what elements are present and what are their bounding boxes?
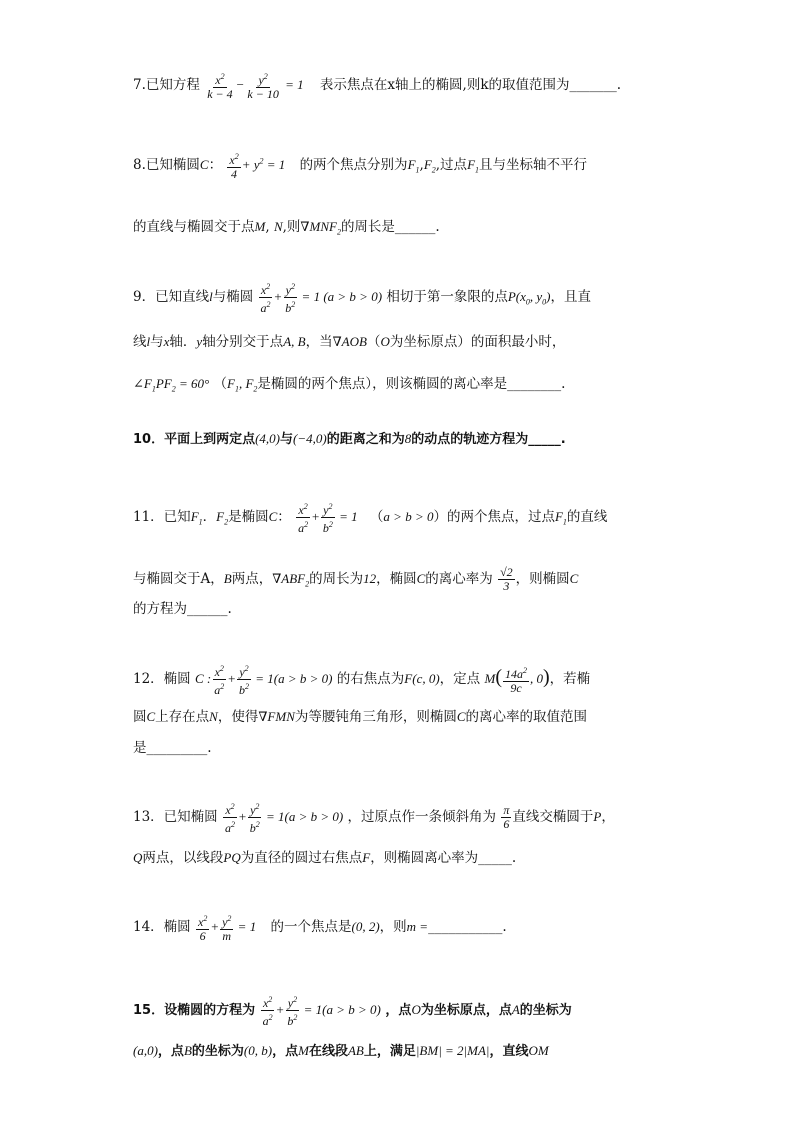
q9-fraction-2: $\frac{y^2}{b^2}$ xyxy=(285,282,296,315)
question-8-line-2: 的直线与椭圆交于点M, N,则$\nabla MNF_2$的周长是______. xyxy=(133,219,440,237)
q8-text-b: 的两个焦点分别为 xyxy=(299,157,408,173)
question-11-line-3 xyxy=(133,597,232,617)
q11-text-d: （ xyxy=(369,509,384,525)
q7-text-a: 7.已知方程 xyxy=(133,77,200,93)
q9-text-j: （ xyxy=(366,334,381,350)
question-11-line-1: 11．已知$F_1$．$F_2$是椭圆C： $\frac{x^2}{a^2}$ + $\frac{y^2}{b^2}$ = 1 （a > b > 0）的两个焦点，过点$F_1$的直线 xyxy=(133,502,608,535)
q12-text-d: ，若椭 xyxy=(549,671,591,687)
q11-text-c: 是椭圆 xyxy=(228,509,269,525)
q13-text-d: ， xyxy=(601,809,615,825)
q9-text-k: 为坐标原点）的面积最小时， xyxy=(389,334,566,350)
q12-text-c: ，定点 xyxy=(439,671,481,687)
question-12-line-1: 12．椭圆 C : $\frac{x^2}{a^2}$ + $\frac{y^2}{b^2}$ = 1(a > b > 0) 的右焦点为F(c, 0)，定点 M( $\frac{14a^2}{9c}$ , 0)，若椭 xyxy=(133,664,591,697)
q15-text-g: ，点 xyxy=(272,1044,299,1059)
q13-text-c: 直线交椭圆于 xyxy=(512,809,594,825)
q9-text-i: ，当 xyxy=(305,334,333,350)
question-13-line-2: Q两点，以线段PQ为直径的圆过右焦点F，则椭圆离心率为_____. xyxy=(133,850,517,866)
q14-text-a: 14．椭圆 xyxy=(133,919,191,935)
q11-fraction-1: $\frac{x^2}{a^2}$ xyxy=(298,502,309,535)
q8-colon: ： xyxy=(208,157,223,173)
q14-fraction-2: $\frac{y^2}{m}$ xyxy=(222,914,232,943)
q14-text-d: ___________. xyxy=(428,919,507,935)
q7-fraction-1: $\frac{x^2}{k - 4}$ xyxy=(207,72,233,101)
q11-text-e: ）的两个焦点，过点 xyxy=(433,509,555,525)
q11-text-j: ，椭圆 xyxy=(376,571,417,587)
q8-text-f: ,则 xyxy=(282,219,301,235)
q7-fraction-2: $\frac{y^2}{k - 10}$ xyxy=(247,72,279,101)
q13-fraction-1: $\frac{x^2}{a^2}$ xyxy=(224,802,235,835)
q10-text-a: 10．平面上到两定点 xyxy=(133,432,256,447)
q14-text-b: 的一个焦点是 xyxy=(270,919,352,935)
q11-text-f: 的直线 xyxy=(566,509,608,525)
q9-text-a: 9．已知直线 xyxy=(133,289,210,305)
question-12-line-2: 圆C上存在点N，使得∇FMN为等腰钝角三角形，则椭圆C的离心率的取值范围 xyxy=(133,709,588,725)
question-9-line-2: 线l与x轴．y轴分别交于点A, B，当∇AOB（O为坐标原点）的面积最小时， xyxy=(133,334,566,350)
q15-text-d: 的坐标为 xyxy=(519,1003,572,1018)
q9-text-l: （ xyxy=(213,376,228,392)
q12-text-b: 的右焦点为 xyxy=(336,671,405,687)
q15-fraction-1: $\frac{x^2}{a^2}$ xyxy=(262,995,273,1028)
q12-text-i: 的离心率的取值范围 xyxy=(465,709,588,725)
q15-text-b: ，点 xyxy=(385,1003,412,1018)
q9-text-h: 轴分别交于点 xyxy=(202,334,284,350)
q9-text-d: ，且直 xyxy=(550,289,591,305)
q9-text-m: 是椭圆的两个焦点），则该椭圆的离心率是________. xyxy=(257,376,566,392)
q13-fraction-2: $\frac{y^2}{b^2}$ xyxy=(249,802,260,835)
q13-text-b: ，过原点作一条倾斜角为 xyxy=(347,809,497,825)
q9-text-e: 线 xyxy=(133,334,147,350)
q11-text-i: 的周长为 xyxy=(309,571,364,587)
question-12-line-3 xyxy=(133,736,212,756)
q9-text-b: 与椭圆 xyxy=(212,289,254,305)
q15-text-c: 为坐标原点，点 xyxy=(420,1003,512,1018)
q12-text-j: 是_________. xyxy=(133,740,212,756)
q11-text-m: 的方程为______. xyxy=(133,601,232,617)
q15-text-f: 的坐标为 xyxy=(191,1044,244,1059)
q11-eccentricity-fraction: $\frac{√2}{3}$ xyxy=(500,565,513,593)
q15-text-i: 上，满足 xyxy=(363,1044,416,1059)
q14-fraction-1: $\frac{x^2}{6}$ xyxy=(197,914,208,943)
q12-text-a: 12．椭圆 xyxy=(133,671,191,687)
q13-text-a: 13．已知椭圆 xyxy=(133,809,218,825)
q8-comma-2: , xyxy=(265,219,270,235)
q11-text-k: 的离心率为 xyxy=(425,571,493,587)
q10-text-d: 的动点的轨迹方程为_____. xyxy=(411,432,566,447)
question-10: 10．平面上到两定点(4,0)与(−4,0)的距离之和为8的动点的轨迹方程为_____. xyxy=(133,431,566,447)
q13-text-g: ，则椭圆离心率为_____. xyxy=(370,850,517,866)
q8-comma: , xyxy=(419,157,424,173)
q8-text-g: 的周长是______. xyxy=(340,219,440,235)
q12-fraction-2: $\frac{y^2}{b^2}$ xyxy=(239,664,250,697)
q11-text-g: 与椭圆交于A， xyxy=(133,571,224,587)
question-8-line-1: 8.已知椭圆C： $\frac{x^2}{4}$ + $y^2 = 1$ 的两个焦点分别为$F_1,F_2$,过点$F_1$且与坐标轴不平行 xyxy=(133,152,588,181)
q12-text-g: ，使得 xyxy=(217,709,259,725)
q14-text-c: ，则 xyxy=(379,919,407,935)
q10-text-b: 与 xyxy=(280,432,294,447)
q12-text-h: 为等腰钝角三角形，则椭圆 xyxy=(294,709,457,725)
q8-text-a: 8.已知椭圆 xyxy=(133,157,200,173)
q13-angle-fraction: $\frac{\pi}{6}$ xyxy=(503,803,510,831)
question-9-line-3: $\angle F_1PF_2 = 60^\circ$ （$F_1$, $F_2$是椭圆的两个焦点），则该椭圆的离心率是________. xyxy=(133,376,566,394)
q9-text-c: 相切于第一象限的点 xyxy=(386,289,508,305)
q15-fraction-2: $\frac{y^2}{b^2}$ xyxy=(287,995,298,1028)
q11-text-l: ，则椭圆 xyxy=(515,571,570,587)
q8-text-c: ,过点 xyxy=(435,157,468,173)
q13-text-e: 两点，以线段 xyxy=(142,850,224,866)
question-9-line-1: 9．已知直线l与椭圆 $\frac{x^2}{a^2}$ + $\frac{y^2}{b^2}$ = 1 (a > b > 0) 相切于第一象限的点$P(x_0$, $y_0$)，且直 xyxy=(133,282,591,315)
q9-text-f: 与 xyxy=(150,334,164,350)
q15-text-e: ，点 xyxy=(157,1044,184,1059)
question-15-line-1: 15．设椭圆的方程为 $\frac{x^2}{a^2}$ + $\frac{y^2}{b^2}$ = 1(a > b > 0) ，点O为坐标原点，点A的坐标为 xyxy=(133,995,572,1028)
question-13-line-1: 13．已知椭圆 $\frac{x^2}{a^2}$ + $\frac{y^2}{b^2}$ = 1(a > b > 0) ，过原点作一条倾斜角为 $\frac{\pi}{6}$ 直线交椭圆于P， xyxy=(133,802,615,835)
q11-text-a: 11．已知 xyxy=(133,509,191,525)
q10-text-c: 的距离之和为 xyxy=(326,432,405,447)
q8-text-d: 且与坐标轴不平行 xyxy=(479,157,588,173)
q12-text-e: 圆 xyxy=(133,709,147,725)
q12-fraction-1: $\frac{x^2}{a^2}$ xyxy=(214,664,225,697)
q11-text-h: 两点， xyxy=(231,571,273,587)
q15-text-a: 15．设椭圆的方程为 xyxy=(133,1003,256,1018)
q11-text-b: ． xyxy=(202,509,217,525)
q11-fraction-2: $\frac{y^2}{b^2}$ xyxy=(322,502,333,535)
q8-fraction: $\frac{x^2}{4}$ xyxy=(229,152,239,181)
q12-text-f: 上存在点 xyxy=(155,709,210,725)
question-15-line-2: (a,0)，点B的坐标为(0, b)，点M在线段AB上，满足|BM| = 2|MA|，直线OM xyxy=(133,1043,549,1059)
question-11-line-2: 与椭圆交于A，B两点，$\nabla ABF_2$的周长为12，椭圆C的离心率为 $\frac{√2}{3}$ ，则椭圆C xyxy=(133,565,579,593)
q9-text-g: 轴． xyxy=(169,334,197,350)
q9-fraction-1: $\frac{x^2}{a^2}$ xyxy=(260,282,271,315)
question-14: 14．椭圆 $\frac{x^2}{6}$ + $\frac{y^2}{m}$ = 1 的一个焦点是(0, 2)，则m =___________. xyxy=(133,914,507,943)
q15-text-h: 在线段 xyxy=(308,1044,348,1059)
q7-text-b: 表示焦点在x轴上的椭圆,则k的取值范围为_______. xyxy=(319,77,622,93)
q13-text-f: 为直径的圆过右焦点 xyxy=(240,850,363,866)
question-7: 7.已知方程 $\frac{x^2}{k - 4}$ − $\frac{y^2}{k - 10}$ = 1 表示焦点在x轴上的椭圆,则k的取值范围为_______. xyxy=(133,72,622,101)
q12-point-fraction: $\frac{14a^2}{9c}$ xyxy=(504,666,527,695)
q15-text-j: ，直线 xyxy=(489,1044,529,1059)
q8-text-e: 的直线与椭圆交于点 xyxy=(133,219,255,235)
